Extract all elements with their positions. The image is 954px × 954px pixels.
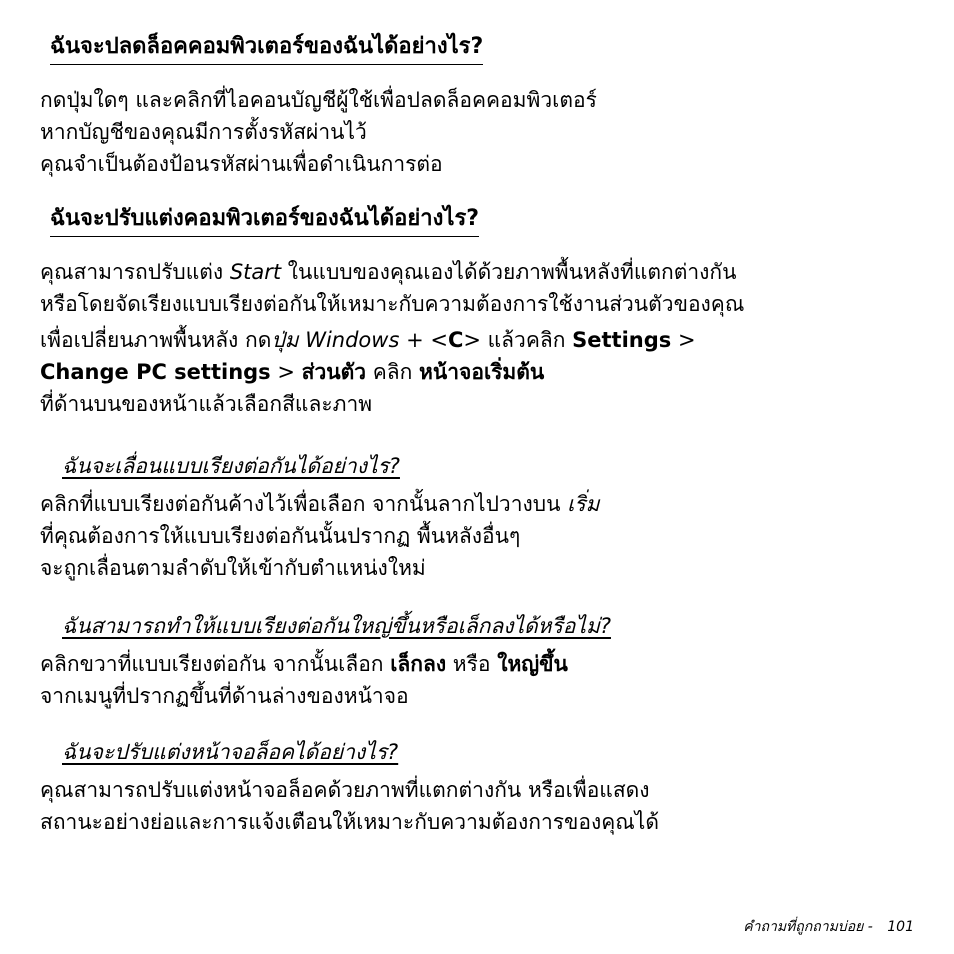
settings-term: Settings	[572, 328, 672, 352]
start-term: เริ่ม	[567, 492, 600, 516]
personalize-term: ส่วนตัว	[301, 360, 367, 384]
text-line: ที่คุณต้องการให้แบบเรียงต่อกันนั้นปรากฏ พื้นหลังอื่นๆ	[40, 524, 521, 548]
text-line: จากเมนูที่ปรากฏขึ้นที่ด้านล่างของหน้าจอ	[40, 684, 409, 708]
paragraph-customize-computer	[40, 256, 744, 420]
larger-term: ใหญ่ขึ้น	[497, 652, 568, 676]
heading-customize-computer: ฉันจะปรับแต่งคอมพิวเตอร์ของฉันได้อย่างไร?	[50, 204, 479, 237]
text-line: Change PC settings > ส่วนตัว คลิก หน้าจอเริ่มต้น	[40, 360, 545, 384]
text-line: คลิกขวาที่แบบเรียงต่อกัน จากนั้นเลือก เล็กลง หรือ ใหญ่ขึ้น	[40, 652, 568, 676]
start-term: Start	[229, 260, 282, 284]
c-key-term: C	[447, 328, 464, 352]
footer-label: คำถามที่ถูกถามบ่อย -	[743, 919, 873, 935]
windows-key-term: ปุ่ม Windows	[271, 328, 400, 352]
text-line: คุณจำเป็นต้องป้อนรหัสผ่านเพื่อดำเนินการต่อ	[40, 152, 443, 176]
page-number: 101	[887, 919, 914, 935]
change-pc-settings-term: Change PC settings	[40, 360, 271, 384]
text-line: สถานะอย่างย่อและการแจ้งเตือนให้เหมาะกับความต้องการของคุณได้	[40, 810, 659, 834]
paragraph-unlock-computer	[40, 84, 597, 180]
start-screen-term: หน้าจอเริ่มต้น	[419, 360, 545, 384]
text-line: หรือโดยจัดเรียงแบบเรียงต่อกันให้เหมาะกับความต้องการใช้งานส่วนตัวของคุณ	[40, 292, 745, 316]
smaller-term: เล็กลง	[390, 652, 447, 676]
text-line: หากบัญชีของคุณมีการตั้งรหัสผ่านไว้	[40, 120, 367, 144]
paragraph-move-tiles	[40, 488, 599, 584]
heading-customize-lock-screen: ฉันจะปรับแต่งหน้าจอล็อคได้อย่างไร?	[62, 740, 399, 764]
text-line: ที่ด้านบนของหน้าแล้วเลือกสีและภาพ	[40, 392, 373, 416]
text-line: จะถูกเลื่อนตามลำดับให้เข้ากับตำแหน่งใหม่	[40, 556, 426, 580]
heading-resize-tiles: ฉันสามารถทำให้แบบเรียงต่อกันใหญ่ขึ้นหรือเล็กลงได้หรือไม่?	[62, 614, 611, 638]
paragraph-resize-tiles	[40, 648, 568, 712]
text-line: เพื่อเปลี่ยนภาพพื้นหลัง กดปุ่ม Windows + <C> แล้วคลิก Settings >	[40, 328, 696, 352]
text-line: คลิกที่แบบเรียงต่อกันค้างไว้เพื่อเลือก จากนั้นลากไปวางบน เริ่ม	[40, 492, 600, 516]
heading-unlock-computer: ฉันจะปลดล็อคคอมพิวเตอร์ของฉันได้อย่างไร?	[50, 32, 483, 65]
page-footer	[743, 916, 914, 938]
heading-move-tiles: ฉันจะเลื่อนแบบเรียงต่อกันได้อย่างไร?	[62, 454, 400, 478]
paragraph-customize-lock-screen	[40, 774, 659, 838]
text-line: คุณสามารถปรับแต่ง Start ในแบบของคุณเองได้ด้วยภาพพื้นหลังที่แตกต่างกัน	[40, 260, 737, 284]
text-line: คุณสามารถปรับแต่งหน้าจอล็อคด้วยภาพที่แตกต่างกัน หรือเพื่อแสดง	[40, 778, 650, 802]
text-line: กดปุ่มใดๆ และคลิกที่ไอคอนบัญชีผู้ใช้เพื่อปลดล็อคคอมพิวเตอร์	[40, 88, 597, 112]
